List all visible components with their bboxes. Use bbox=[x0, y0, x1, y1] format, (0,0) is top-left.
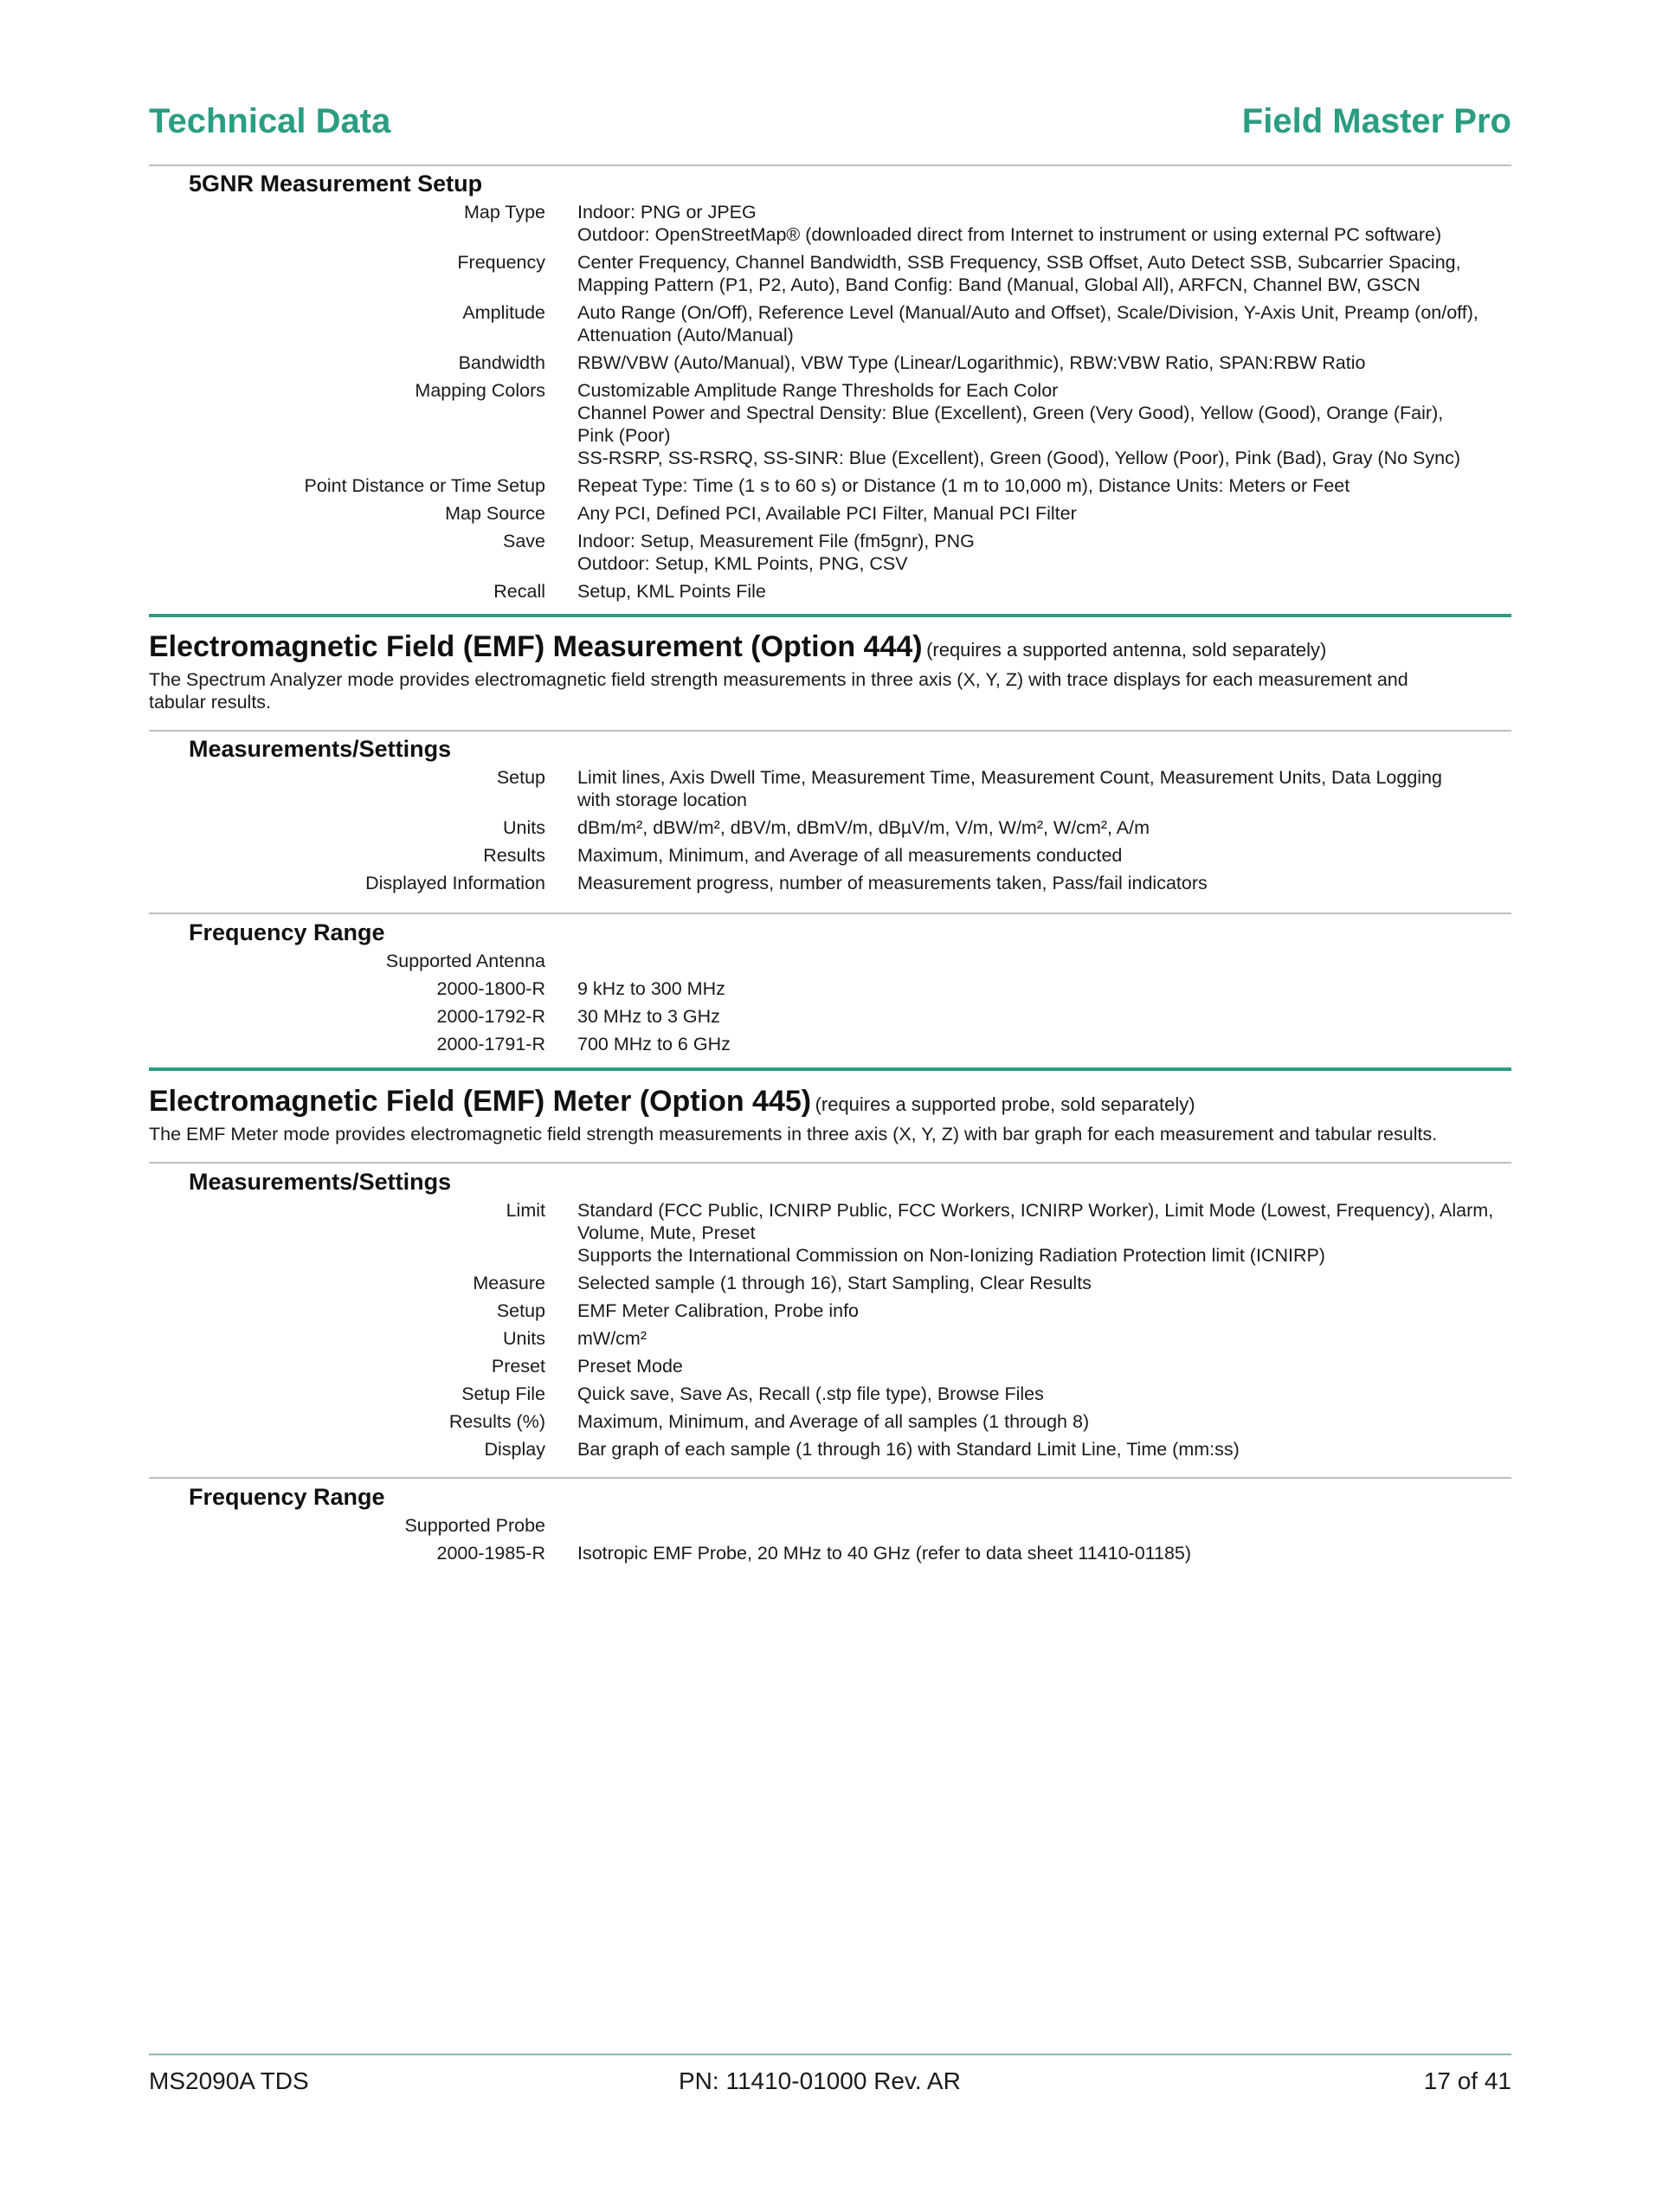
spec-value-line: Maximum, Minimum, and Average of all measurements conducted bbox=[577, 845, 1123, 866]
section-title-emf-measurement bbox=[149, 630, 1326, 664]
spec-value bbox=[577, 766, 1511, 811]
section-divider-green bbox=[149, 614, 1511, 617]
subsection-divider bbox=[149, 730, 1511, 732]
spec-value-line: Supports the International Commission on Non-Ionizing Radiation Protection limit (ICNIRP) bbox=[577, 1245, 1325, 1266]
spec-value bbox=[577, 1199, 1511, 1267]
spec-label: Measure bbox=[473, 1273, 545, 1293]
spec-value-line: Outdoor: OpenStreetMap® (downloaded direct from Internet to instrument or using external PC software) bbox=[577, 224, 1442, 245]
subhead-frequency-range: Frequency Range bbox=[189, 1484, 385, 1510]
spec-value bbox=[577, 844, 1511, 867]
subsection-divider bbox=[149, 913, 1511, 914]
spec-label: Limit bbox=[506, 1200, 545, 1221]
document-id: MS2090A TDS bbox=[149, 2067, 309, 2094]
spec-value bbox=[577, 251, 1511, 296]
spec-value-line: mW/cm² bbox=[577, 1328, 647, 1349]
spec-value-line: Auto Range (On/Off), Reference Level (Manual/Auto and Offset), Scale/Division, Y-Axis Unit, Preamp (on/off), bbox=[577, 302, 1478, 323]
page-header bbox=[149, 102, 1511, 164]
spec-value-line: 30 MHz to 3 GHz bbox=[577, 1006, 720, 1027]
spec-value bbox=[577, 201, 1511, 246]
spec-label: Preset bbox=[491, 1356, 545, 1377]
subsection-divider bbox=[149, 1477, 1511, 1479]
spec-value bbox=[577, 816, 1511, 839]
spec-value-line: Center Frequency, Channel Bandwidth, SSB Frequency, SSB Offset, Auto Detect SSB, Subcarrier Spacing, bbox=[577, 252, 1461, 273]
product-name: Field Master Pro bbox=[1241, 102, 1511, 140]
header-divider bbox=[149, 164, 1511, 166]
spec-value bbox=[577, 1299, 1511, 1322]
section-heading: Electromagnetic Field (EMF) Meter (Option 445) bbox=[149, 1085, 812, 1118]
spec-value bbox=[577, 1033, 1511, 1055]
intro-line: The Spectrum Analyzer mode provides electromagnetic field strength measurements in three axis (X, Y, Z) with trace displays for each measurement and bbox=[149, 669, 1408, 690]
spec-label: Supported Probe bbox=[404, 1515, 545, 1536]
spec-value bbox=[577, 580, 1511, 603]
spec-value bbox=[577, 1355, 1511, 1377]
intro-line: The EMF Meter mode provides electromagnetic field strength measurements in three axis (X, Y, Z) with bar graph for each measurement and tabular results. bbox=[149, 1124, 1438, 1145]
spec-value-line: Attenuation (Auto/Manual) bbox=[577, 325, 794, 345]
spec-label: Setup File bbox=[461, 1383, 545, 1404]
spec-label: Supported Antenna bbox=[385, 951, 545, 971]
spec-value bbox=[577, 502, 1511, 525]
section-heading-note: (requires a supported probe, sold separately) bbox=[815, 1093, 1195, 1115]
spec-value-line: 9 kHz to 300 MHz bbox=[577, 978, 725, 999]
section-heading-note: (requires a supported antenna, sold separately) bbox=[926, 639, 1327, 661]
section-intro-emf-meter bbox=[149, 1123, 1511, 1145]
spec-value bbox=[577, 301, 1511, 346]
spec-value bbox=[577, 530, 1511, 575]
spec-value-line: Setup, KML Points File bbox=[577, 581, 766, 602]
spec-value-line: Measurement progress, number of measurements taken, Pass/fail indicators bbox=[577, 873, 1208, 893]
spec-label: Setup bbox=[496, 1300, 545, 1321]
subhead-measurements-settings: Measurements/Settings bbox=[189, 1169, 452, 1195]
spec-label: 2000-1985-R bbox=[436, 1543, 545, 1564]
spec-value bbox=[577, 1272, 1511, 1294]
spec-label: Map Source bbox=[445, 503, 545, 524]
spec-label: Recall bbox=[493, 581, 545, 602]
spec-label: Frequency bbox=[457, 252, 545, 273]
spec-value-line: Channel Power and Spectral Density: Blue (Excellent), Green (Very Good), Yellow (Good), Orange (Fair), bbox=[577, 403, 1444, 423]
spec-value bbox=[577, 872, 1511, 894]
spec-value-line: Quick save, Save As, Recall (.stp file type), Browse Files bbox=[577, 1383, 1044, 1404]
spec-value-line: Limit lines, Axis Dwell Time, Measurement Time, Measurement Count, Measurement Units, Data Logging bbox=[577, 767, 1442, 788]
spec-value-line: dBm/m², dBW/m², dBV/m, dBmV/m, dBµV/m, V/m, W/m², W/cm², A/m bbox=[577, 817, 1150, 838]
part-number: PN: 11410-01000 Rev. AR bbox=[679, 2067, 961, 2094]
spec-value-line: Indoor: PNG or JPEG bbox=[577, 202, 757, 222]
spec-value-line: Bar graph of each sample (1 through 16) with Standard Limit Line, Time (mm:ss) bbox=[577, 1439, 1240, 1460]
spec-label: 2000-1791-R bbox=[436, 1034, 545, 1054]
intro-line: tabular results. bbox=[149, 692, 272, 713]
spec-label: Amplitude bbox=[462, 302, 545, 323]
spec-value bbox=[577, 1410, 1511, 1433]
spec-value-line: Maximum, Minimum, and Average of all samples (1 through 8) bbox=[577, 1411, 1090, 1432]
spec-label: Display bbox=[484, 1439, 545, 1460]
spec-label: Map Type bbox=[463, 202, 545, 222]
section-heading: Electromagnetic Field (EMF) Measurement (Option 444) bbox=[149, 630, 923, 663]
spec-value-line: Isotropic EMF Probe, 20 MHz to 40 GHz (refer to data sheet 11410-01185) bbox=[577, 1543, 1192, 1564]
spec-label: Results (%) bbox=[448, 1411, 545, 1432]
section-intro-emf-measurement bbox=[149, 668, 1511, 713]
spec-value-line: Repeat Type: Time (1 s to 60 s) or Distance (1 m to 10,000 m), Distance Units: Meters or Feet bbox=[577, 475, 1350, 496]
spec-value bbox=[577, 977, 1511, 1000]
spec-value-line: with storage location bbox=[577, 790, 747, 810]
subsection-divider bbox=[149, 1162, 1511, 1164]
spec-value bbox=[577, 379, 1511, 469]
spec-label: Save bbox=[502, 531, 545, 551]
section-title-emf-meter bbox=[149, 1085, 1195, 1119]
spec-value bbox=[577, 1542, 1511, 1564]
spec-label: Units bbox=[503, 1328, 545, 1349]
spec-label: 2000-1792-R bbox=[436, 1006, 545, 1027]
spec-value bbox=[577, 1383, 1511, 1405]
spec-label: 2000-1800-R bbox=[436, 978, 545, 999]
subhead-5gnr-measurement-setup: 5GNR Measurement Setup bbox=[189, 171, 483, 197]
spec-label: Bandwidth bbox=[458, 352, 545, 373]
spec-label: Mapping Colors bbox=[415, 380, 545, 401]
spec-value-line: SS-RSRP, SS-RSRQ, SS-SINR: Blue (Excellent), Green (Good), Yellow (Poor), Pink (Bad), Gray (No Sync) bbox=[577, 448, 1460, 468]
spec-label: Units bbox=[503, 817, 545, 838]
spec-value bbox=[577, 1327, 1511, 1350]
spec-value bbox=[577, 474, 1511, 497]
subhead-measurements-settings: Measurements/Settings bbox=[189, 736, 452, 762]
footer-divider bbox=[149, 2054, 1511, 2055]
spec-value-line: Indoor: Setup, Measurement File (fm5gnr), PNG bbox=[577, 531, 975, 551]
spec-label: Setup bbox=[496, 767, 545, 788]
spec-value-line: EMF Meter Calibration, Probe info bbox=[577, 1300, 860, 1321]
subhead-frequency-range: Frequency Range bbox=[189, 919, 385, 945]
spec-value-line: Volume, Mute, Preset bbox=[577, 1222, 756, 1243]
spec-value-line: Standard (FCC Public, ICNIRP Public, FCC Workers, ICNIRP Worker), Limit Mode (Lowest, Frequency), Alarm, bbox=[577, 1200, 1494, 1221]
spec-value-line: Selected sample (1 through 16), Start Sampling, Clear Results bbox=[577, 1273, 1092, 1293]
page-title: Technical Data bbox=[149, 102, 391, 140]
spec-value-line: Outdoor: Setup, KML Points, PNG, CSV bbox=[577, 553, 908, 574]
spec-value-line: Any PCI, Defined PCI, Available PCI Filter, Manual PCI Filter bbox=[577, 503, 1077, 524]
section-divider-green bbox=[149, 1067, 1511, 1071]
spec-value bbox=[577, 351, 1511, 374]
spec-value-line: Customizable Amplitude Range Thresholds for Each Color bbox=[577, 380, 1059, 401]
spec-label: Point Distance or Time Setup bbox=[304, 475, 545, 496]
spec-value-line: RBW/VBW (Auto/Manual), VBW Type (Linear/Logarithmic), RBW:VBW Ratio, SPAN:RBW Ratio bbox=[577, 352, 1366, 373]
spec-value-line: Mapping Pattern (P1, P2, Auto), Band Config: Band (Manual, Global All), ARFCN, Channel BW, GSCN bbox=[577, 274, 1420, 295]
spec-value-line: 700 MHz to 6 GHz bbox=[577, 1034, 731, 1054]
spec-value bbox=[577, 1005, 1511, 1028]
spec-value-line: Pink (Poor) bbox=[577, 425, 671, 446]
spec-value-line: Preset Mode bbox=[577, 1356, 683, 1377]
spec-label: Results bbox=[483, 845, 545, 866]
spec-label: Displayed Information bbox=[365, 873, 545, 893]
spec-value bbox=[577, 1438, 1511, 1461]
page-number: 17 of 41 bbox=[1423, 2067, 1511, 2094]
